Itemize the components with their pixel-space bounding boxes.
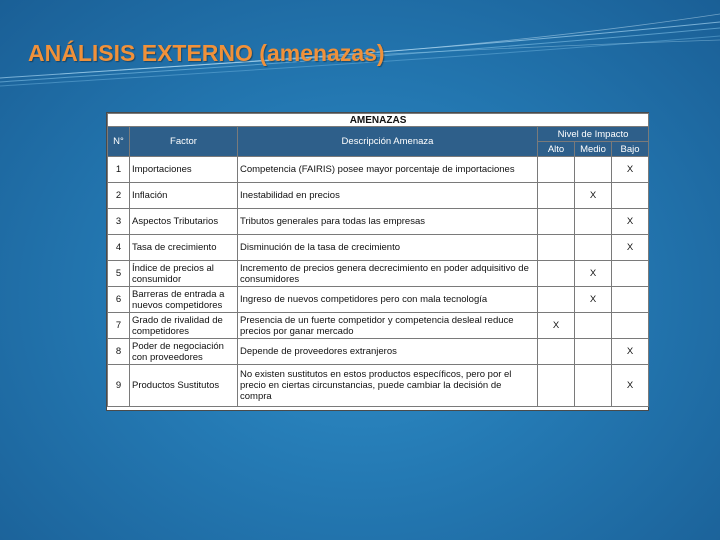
row-medio-mark bbox=[575, 235, 612, 261]
row-num: 3 bbox=[108, 209, 130, 235]
header-num: N° bbox=[108, 127, 130, 157]
row-alto-mark bbox=[538, 157, 575, 183]
row-bajo-mark: X bbox=[612, 339, 649, 365]
row-num: 6 bbox=[108, 287, 130, 313]
row-factor: Productos Sustitutos bbox=[130, 365, 238, 407]
row-bajo-mark bbox=[612, 261, 649, 287]
row-bajo-mark bbox=[612, 183, 649, 209]
row-factor: Importaciones bbox=[130, 157, 238, 183]
row-medio-mark bbox=[575, 209, 612, 235]
header-nivel-impacto: Nivel de Impacto bbox=[538, 127, 649, 142]
row-alto-mark bbox=[538, 365, 575, 407]
table-row bbox=[108, 313, 649, 339]
row-num: 5 bbox=[108, 261, 130, 287]
row-medio-mark bbox=[575, 157, 612, 183]
row-medio-mark: X bbox=[575, 287, 612, 313]
row-descripcion: Disminución de la tasa de crecimiento bbox=[238, 235, 538, 261]
table-row bbox=[108, 287, 649, 313]
row-bajo-mark: X bbox=[612, 157, 649, 183]
threats-table bbox=[107, 113, 649, 407]
row-num: 4 bbox=[108, 235, 130, 261]
row-medio-mark: X bbox=[575, 261, 612, 287]
row-alto-mark bbox=[538, 209, 575, 235]
header-alto: Alto bbox=[538, 142, 575, 157]
row-descripcion: Incremento de precios genera decrecimiento en poder adquisitivo de consumidores bbox=[238, 261, 538, 287]
table-row bbox=[108, 339, 649, 365]
table-row bbox=[108, 209, 649, 235]
row-num: 2 bbox=[108, 183, 130, 209]
header-descripcion: Descripción Amenaza bbox=[238, 127, 538, 157]
row-bajo-mark bbox=[612, 313, 649, 339]
row-num: 9 bbox=[108, 365, 130, 407]
row-factor: Tasa de crecimiento bbox=[130, 235, 238, 261]
row-medio-mark bbox=[575, 339, 612, 365]
row-factor: Aspectos Tributarios bbox=[130, 209, 238, 235]
row-factor: Poder de negociación con proveedores bbox=[130, 339, 238, 365]
row-alto-mark bbox=[538, 261, 575, 287]
row-descripcion: Competencia (FAIRIS) posee mayor porcentaje de importaciones bbox=[238, 157, 538, 183]
row-factor: Barreras de entrada a nuevos competidores bbox=[130, 287, 238, 313]
row-alto-mark bbox=[538, 183, 575, 209]
table-caption: AMENAZAS bbox=[108, 114, 649, 127]
table-row bbox=[108, 183, 649, 209]
row-medio-mark bbox=[575, 313, 612, 339]
row-descripcion: Depende de proveedores extranjeros bbox=[238, 339, 538, 365]
row-alto-mark bbox=[538, 339, 575, 365]
table-row bbox=[108, 157, 649, 183]
row-num: 8 bbox=[108, 339, 130, 365]
row-alto-mark: X bbox=[538, 313, 575, 339]
row-bajo-mark bbox=[612, 287, 649, 313]
row-alto-mark bbox=[538, 235, 575, 261]
table-row bbox=[108, 261, 649, 287]
threats-table-container bbox=[106, 112, 649, 411]
row-num: 7 bbox=[108, 313, 130, 339]
row-num: 1 bbox=[108, 157, 130, 183]
row-factor: Índice de precios al consumidor bbox=[130, 261, 238, 287]
row-descripcion: Tributos generales para todas las empresas bbox=[238, 209, 538, 235]
row-factor: Inflación bbox=[130, 183, 238, 209]
row-medio-mark: X bbox=[575, 183, 612, 209]
header-bajo: Bajo bbox=[612, 142, 649, 157]
row-factor: Grado de rivalidad de competidores bbox=[130, 313, 238, 339]
header-factor: Factor bbox=[130, 127, 238, 157]
row-bajo-mark: X bbox=[612, 365, 649, 407]
row-descripcion: Ingreso de nuevos competidores pero con mala tecnología bbox=[238, 287, 538, 313]
row-bajo-mark: X bbox=[612, 235, 649, 261]
row-bajo-mark: X bbox=[612, 209, 649, 235]
row-descripcion: Presencia de un fuerte competidor y competencia desleal reduce precios por ganar mercado bbox=[238, 313, 538, 339]
slide-title: ANÁLISIS EXTERNO (amenazas) bbox=[28, 40, 385, 66]
row-alto-mark bbox=[538, 287, 575, 313]
row-descripcion: No existen sustitutos en estos productos específicos, pero por el precio en ciertas circunstancias, puede cambiar la decisión de compra bbox=[238, 365, 538, 407]
row-descripcion: Inestabilidad en precios bbox=[238, 183, 538, 209]
table-row bbox=[108, 235, 649, 261]
table-row bbox=[108, 365, 649, 407]
row-medio-mark bbox=[575, 365, 612, 407]
header-medio: Medio bbox=[575, 142, 612, 157]
